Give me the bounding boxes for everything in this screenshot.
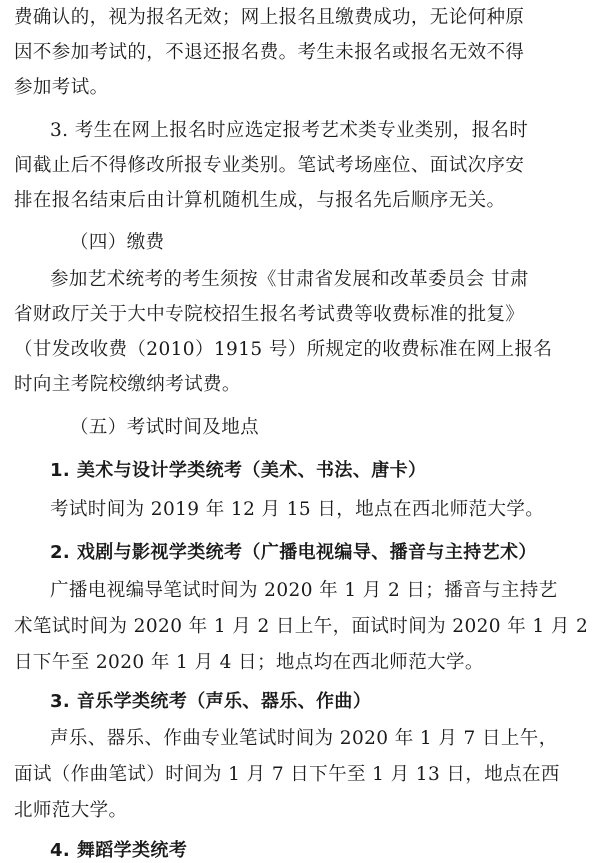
paragraph-line: 3. 考生在网上报名时应选定报考艺术类专业类别，报名时 — [50, 120, 529, 141]
paragraph-line: 北师范大学。 — [14, 800, 128, 821]
paragraph-line: 时向主考院校缴纳考试费。 — [14, 374, 241, 395]
paragraph-line: 因不参加考试的，不退还报名费。考生未报名或报名无效不得 — [14, 42, 525, 63]
paragraph-line: 参加考试。 — [14, 77, 109, 98]
section-heading: （五）考试时间及地点 — [70, 417, 260, 438]
paragraph-line: 参加艺术统考的考生须按《甘肃省发展和改革委员会 甘肃 — [50, 269, 529, 290]
paragraph-line: 省财政厅关于大中专院校招生报名考试费等收费标准的批复》 — [14, 304, 525, 325]
paragraph-line: 排在报名结束后由计算机随机生成，与报名先后顺序无关。 — [14, 190, 506, 211]
paragraph-line: 广播电视编导笔试时间为 2020 年 1 月 2 日；播音与主持艺 — [50, 580, 558, 601]
subsection-heading: 3. 音乐学类统考（声乐、器乐、作曲） — [50, 691, 372, 712]
subsection-heading: 1. 美术与设计学类统考（美术、书法、唐卡） — [50, 460, 427, 481]
paragraph-line: 声乐、器乐、作曲专业笔试时间为 2020 年 1 月 7 日上午， — [50, 728, 558, 749]
paragraph-line: 考试时间为 2019 年 12 月 15 日，地点在西北师范大学。 — [50, 499, 545, 520]
paragraph-line: 面试（作曲笔试）时间为 1 月 7 日下午至 1 月 13 日，地点在西 — [14, 764, 560, 785]
paragraph-line: 术笔试时间为 2020 年 1 月 2 日上午，面试时间为 2020 年 1 月 2 — [14, 616, 588, 637]
paragraph-line: 间截止后不得修改所报专业类别。笔试考场座位、面试次序安 — [14, 155, 525, 176]
paragraph-line: 日下午至 2020 年 1 月 4 日；地点均在西北师范大学。 — [14, 652, 484, 673]
paragraph-line: 费确认的，视为报名无效；网上报名且缴费成功，无论何种原 — [14, 7, 525, 28]
subsection-heading: 4. 舞蹈学类统考 — [50, 840, 188, 861]
section-heading: （四）缴费 — [70, 232, 165, 253]
paragraph-line: （甘发改收费（2010）1915 号）所规定的收费标准在网上报名 — [14, 339, 553, 360]
subsection-heading: 2. 戏剧与影视学类统考（广播电视编导、播音与主持艺术） — [50, 542, 537, 563]
